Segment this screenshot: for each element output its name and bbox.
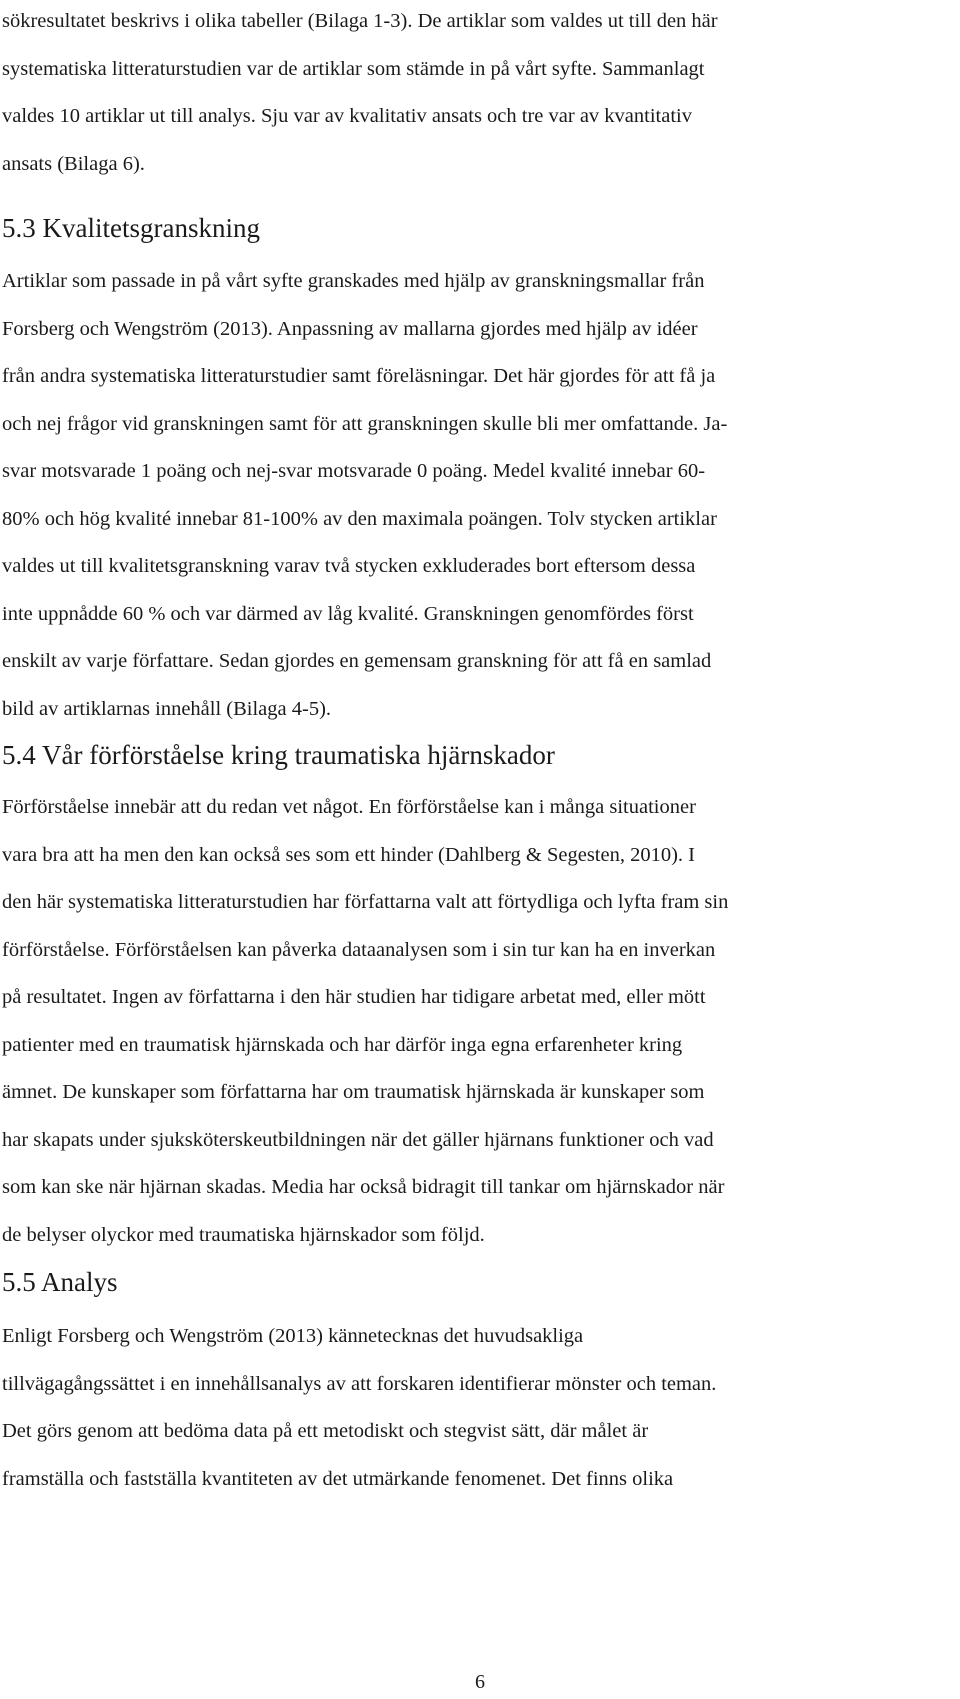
- text-line: tillvägagångssättet i en innehållsanalys av att forskaren identifierar mönster och teman.: [2, 1372, 717, 1395]
- text-line: vara bra att ha men den kan också ses som ett hinder (Dahlberg & Segesten, 2010). I: [2, 843, 695, 866]
- text-line: bild av artiklarnas innehåll (Bilaga 4-5).: [2, 697, 332, 720]
- section-heading-forforstaelse: 5.4 Vår förförståelse kring traumatiska hjärnskador: [2, 740, 555, 770]
- text-line: har skapats under sjuksköterskeutbildningen när det gäller hjärnans funktioner och vad: [2, 1128, 714, 1151]
- section-heading-kvalitetsgranskning: 5.3 Kvalitetsgranskning: [2, 213, 260, 243]
- text-line: patienter med en traumatisk hjärnskada och har därför inga egna erfarenheter kring: [2, 1033, 683, 1056]
- text-line: 80% och hög kvalité innebar 81-100% av den maximala poängen. Tolv stycken artiklar: [2, 507, 717, 530]
- text-line: på resultatet. Ingen av författarna i den här studien har tidigare arbetat med, eller mött: [2, 986, 706, 1008]
- text-line: Enligt Forsberg och Wengström (2013) kännetecknas det huvudsakliga: [2, 1325, 584, 1347]
- text-line: systematiska litteraturstudien var de artiklar som stämde in på vårt syfte. Sammanlagt: [2, 57, 705, 80]
- section-paragraph-kvalitetsgranskning: [2, 258, 958, 733]
- text-line: valdes ut till kvalitetsgranskning varav två stycken exkluderades bort eftersom dessa: [2, 555, 696, 577]
- text-line: framställa och fastställa kvantiteten av det utmärkande fenomenet. Det finns olika: [2, 1467, 674, 1490]
- text-line: från andra systematiska litteraturstudier samt föreläsningar. Det här gjordes för att få ja: [2, 365, 716, 387]
- text-line: Det görs genom att bedöma data på ett metodiskt och stegvist sätt, där målet är: [2, 1420, 649, 1442]
- text-line: enskilt av varje författare. Sedan gjordes en gemensam granskning för att få en samlad: [2, 650, 712, 672]
- text-line: Forsberg och Wengström (2013). Anpassning av mallarna gjordes med hjälp av idéer: [2, 317, 698, 340]
- section-heading-analys: 5.5 Analys: [2, 1267, 118, 1297]
- text-line: valdes 10 artiklar ut till analys. Sju var av kvalitativ ansats och tre var av kvantitativ: [2, 105, 692, 127]
- text-line: som kan ske när hjärnan skadas. Media har också bidragit till tankar om hjärnskador när: [2, 1176, 725, 1198]
- text-line: de belyser olyckor med traumatiska hjärnskador som följd.: [2, 1223, 485, 1246]
- text-line: förförståelse. Förförståelsen kan påverka dataanalysen som i sin tur kan ha en inverkan: [2, 938, 716, 961]
- intro-paragraph: [2, 0, 958, 188]
- section-paragraph-analys: [2, 1313, 958, 1503]
- page-number: 6: [475, 1671, 485, 1693]
- text-line: Förförståelse innebär att du redan vet något. En förförståelse kan i många situationer: [2, 796, 696, 818]
- text-line: och nej frågor vid granskningen samt för att granskningen skulle bli mer omfattande. Ja-: [2, 412, 728, 435]
- text-line: ämnet. De kunskaper som författarna har om traumatisk hjärnskada är kunskaper som: [2, 1081, 705, 1103]
- text-line: sökresultatet beskrivs i olika tabeller (Bilaga 1-3). De artiklar som valdes ut till den här: [2, 10, 718, 32]
- text-line: Artiklar som passade in på vårt syfte granskades med hjälp av granskningsmallar från: [2, 270, 705, 292]
- text-line: inte uppnådde 60 % och var därmed av låg kvalité. Granskningen genomfördes först: [2, 602, 694, 625]
- text-line: ansats (Bilaga 6).: [2, 152, 145, 175]
- text-line: den här systematiska litteraturstudien har författarna valt att förtydliga och lyfta fram sin: [2, 891, 729, 913]
- text-line: svar motsvarade 1 poäng och nej-svar motsvarade 0 poäng. Medel kvalité innebar 60-: [2, 460, 706, 482]
- section-paragraph-forforstaelse: [2, 784, 958, 1259]
